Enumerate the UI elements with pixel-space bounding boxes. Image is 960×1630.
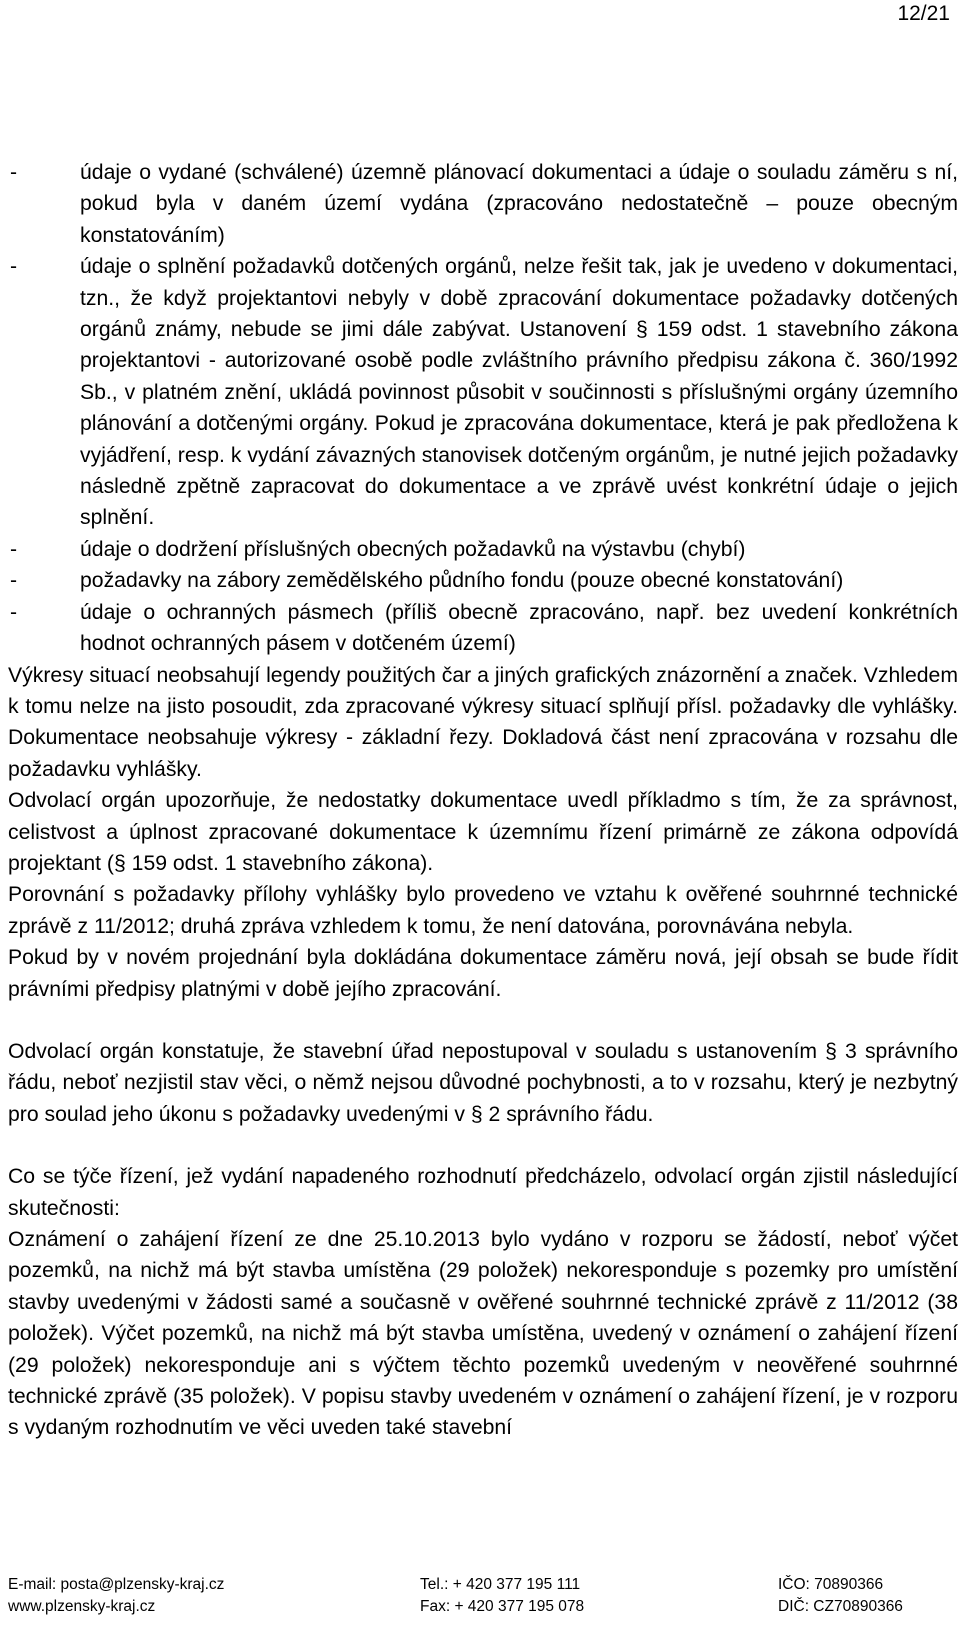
- paragraph-new-proceedings: Pokud by v novém projednání byla dokládána dokumentace záměru nová, její obsah se bude řídit právními předpisy platnými v době jejího zpracování.: [8, 946, 958, 1001]
- footer-ico: IČO: 70890366: [778, 1576, 884, 1593]
- footer-contact-phone: [420, 1574, 584, 1618]
- footer-web: www.plzensky-kraj.cz: [8, 1598, 156, 1615]
- list-dash: -: [10, 600, 18, 624]
- footer-dic: DIČ: CZ70890366: [778, 1598, 903, 1615]
- list-item: [8, 534, 958, 565]
- footer-fax: Fax: + 420 377 195 078: [420, 1598, 585, 1615]
- list-item-text: údaje o splnění požadavků dotčených orgánů, nelze řešit tak, jak je uvedeno v dokumentaci, tzn., že když projektantovi nebyly v době zpracování dokumentace požadavky dotčených orgánů známy, nebude se jimi dále zabývat. Ustanovení § 159 odst. 1 stavebního zákona projektantovi - autorizované osobě podle zvláštního právního předpisu zákona č. 360/1992 Sb., v platném znění, ukládá povinnost působit v součinnosti s příslušnými orgány územního plánování a dotčenými orgány. Pokud je zpracována dokumentace, která je pak předložena k vyjádření, resp. k vydání závazných stanovisek dotčeným orgánům, je nutné jejich požadavky následně zpětně zapracovat do dokumentace a ve zprávě uvést konkrétní údaje o jejich splnění.: [80, 255, 958, 530]
- footer-tel: Tel.: + 420 377 195 111: [420, 1576, 581, 1593]
- footer-email: E-mail: posta@plzensky-kraj.cz: [8, 1576, 225, 1593]
- list-item-text: požadavky na zábory zemědělského půdního fondu (pouze obecné konstatování): [80, 569, 844, 593]
- paragraph-appeal-notice: Odvolací orgán upozorňuje, že nedostatky dokumentace uvedl příkladmo s tím, že za správnost, celistvost a úplnost zpracované dokumentace k územnímu řízení primárně ze zákona odpovídá projektant (§ 159 odst. 1 stavebního zákona).: [8, 789, 958, 875]
- list-item-text: údaje o ochranných pásmech (příliš obecně zpracováno, např. bez uvedení konkrétních hodnot ochranných pásem v dotčeném území): [80, 600, 958, 656]
- list-item: [8, 251, 958, 534]
- footer-contact-web: [8, 1574, 224, 1618]
- list-item-text: údaje o vydané (schválené) územně plánovací dokumentaci a údaje o souladu záměru s ní, pokud byla v daném území vydána (zpracováno nedostatečně – pouze obecným konstatováním): [80, 161, 958, 247]
- list-item: [8, 597, 958, 660]
- paragraph-comparison: Porovnání s požadavky přílohy vyhlášky bylo provedeno ve vztahu k ověřené souhrnné technické zprávě z 11/2012; druhá zpráva vzhledem k tomu, že není datována, porovnávána nebyla.: [8, 883, 958, 938]
- list-item: [8, 157, 958, 251]
- paragraph-conclusion: Odvolací orgán konstatuje, že stavební úřad nepostupoval v souladu s ustanovením § 3 správního řádu, neboť nezjistil stav věci, o němž nejsou důvodné pochybnosti, a to v rozsahu, který je nezbytný pro soulad jeho úkonu s požadavky uvedenými v § 2 správního řádu.: [8, 1039, 958, 1126]
- list-item: [8, 565, 958, 596]
- list-dash: -: [10, 255, 18, 279]
- list-dash: -: [10, 161, 18, 184]
- page-number: 12/21: [897, 2, 950, 25]
- footer-ids: [778, 1574, 903, 1618]
- paragraph-findings-intro: Co se týče řízení, jež vydání napadeného rozhodnutí předcházelo, odvolací orgán zjistil následující skutečnosti:: [8, 1165, 958, 1220]
- list-dash: -: [10, 537, 18, 561]
- paragraph-drawings: Výkresy situací neobsahují legendy použitých čar a jiných grafických znázornění a značek. Vzhledem k tomu nelze na jisto posoudit, zda zpracované výkresy situací splňují přísl. požadavky dle vyhlášky. Dokumentace neobsahuje výkresy - základní řezy. Dokladová část není zpracována v rozsahu dle požadavku vyhlášky.: [8, 663, 958, 781]
- spacer: [8, 1005, 958, 1036]
- list-dash: -: [10, 569, 18, 593]
- spacer: [8, 1130, 958, 1161]
- document-body: [8, 157, 958, 1444]
- paragraph-notice-of-proceedings: Oznámení o zahájení řízení ze dne 25.10.2013 bylo vydáno v rozporu se žádostí, neboť výčet pozemků, na nichž má být stavba umístěna (29 položek) nekoresponduje s pozemky pro umístění stavby uvedenými v žádosti samé a současně v ověřené souhrnné technické zprávě z 11/2012 (38 položek). Výčet pozemků, na nichž má být stavba umístěna, uvedený v oznámení o zahájení řízení (29 položek) nekoresponduje ani s výčtem těchto pozemků uvedeným v neověřené souhrnné technické zprávě (35 položek). V popisu stavby uvedeném v oznámení o zahájení řízení, je v rozporu s vydaným rozhodnutím ve věci uveden také stavební: [8, 1228, 958, 1440]
- list-item-text: údaje o dodržení příslušných obecných požadavků na výstavbu (chybí): [80, 537, 746, 561]
